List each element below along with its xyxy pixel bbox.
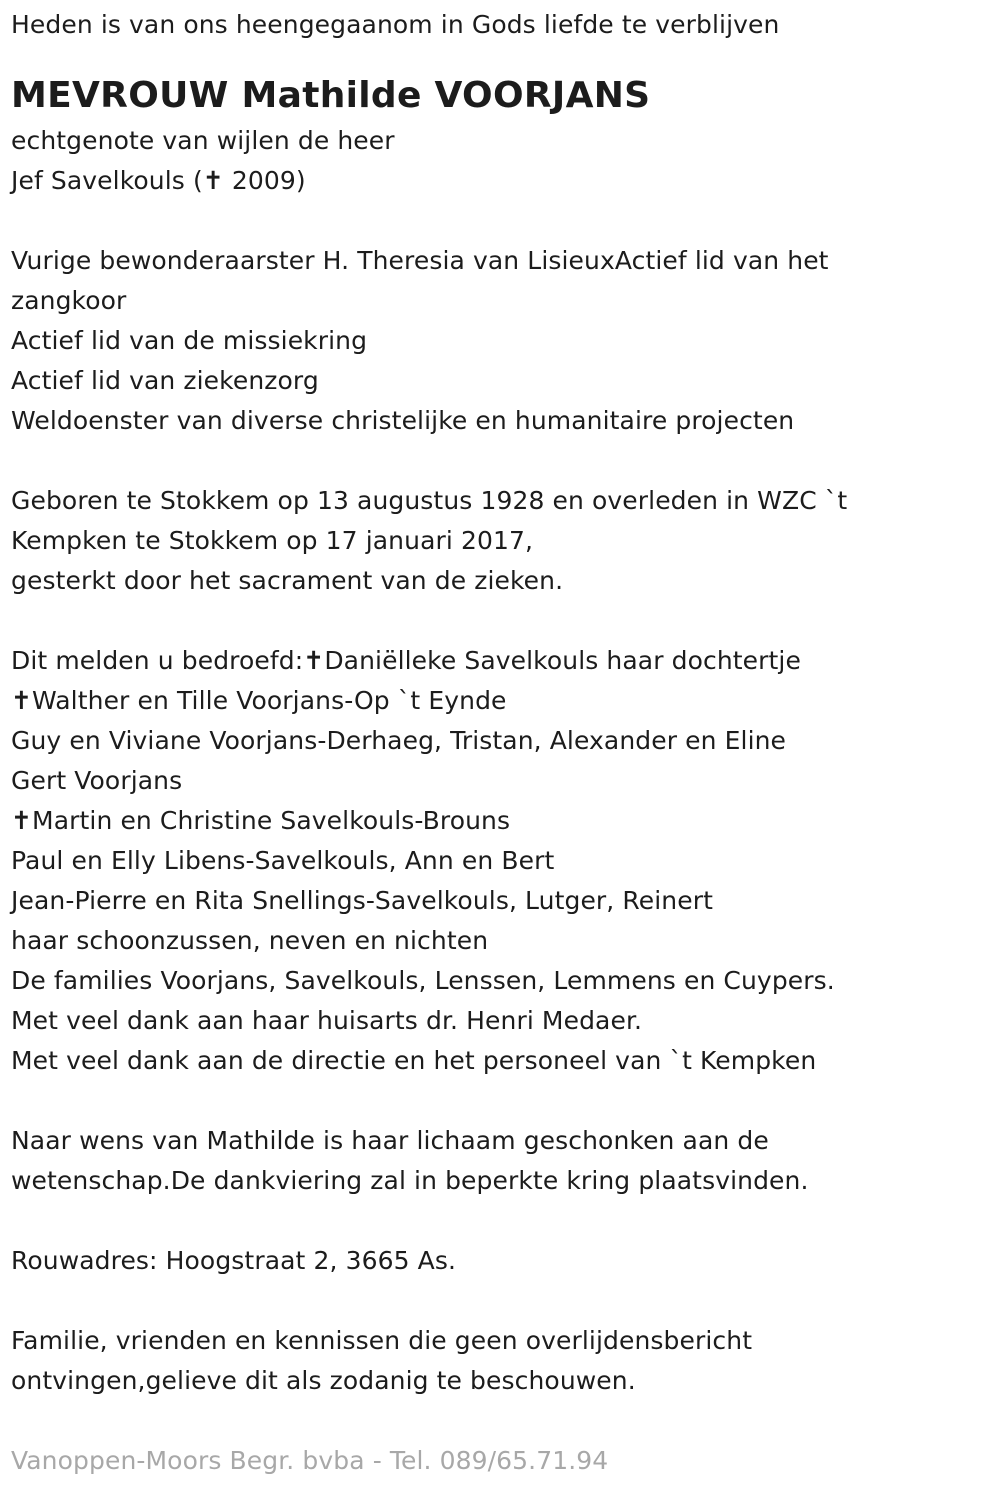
mourners-line-8: haar schoonzussen, neven en nichten: [11, 926, 489, 955]
birth-death-line-1: Geboren te Stokkem op 13 augustus 1928 en overleden in WZC `t: [11, 486, 848, 515]
qualities-line-4: Actief lid van ziekenzorg: [11, 366, 319, 395]
mourners-line-9: De families Voorjans, Savelkouls, Lenssen, Lemmens en Cuypers.: [11, 966, 835, 995]
qualities-line-2: zangkoor: [11, 286, 127, 315]
wish-line-2: wetenschap.De dankviering zal in beperkte kring plaatsvinden.: [11, 1166, 809, 1195]
birth-death-block: [11, 481, 986, 601]
spacer: [11, 201, 986, 241]
closing-block: [11, 1321, 986, 1401]
funeral-home-footer: Vanoppen-Moors Begr. bvba - Tel. 089/65.71.94: [11, 1446, 609, 1475]
birth-death-line-2: Kempken te Stokkem op 17 januari 2017,: [11, 526, 534, 555]
wish-line-1: Naar wens van Mathilde is haar lichaam geschonken aan de: [11, 1126, 769, 1155]
birth-death-line-3: gesterkt door het sacrament van de zieken.: [11, 566, 564, 595]
spacer: [11, 1281, 986, 1321]
spacer: [11, 1401, 986, 1441]
closing-line-2: ontvingen,gelieve dit als zodanig te beschouwen.: [11, 1366, 636, 1395]
spouse-line-1: echtgenote van wijlen de heer: [11, 126, 395, 155]
spouse-block: [11, 121, 986, 201]
spacer: [11, 1081, 986, 1121]
qualities-line-5: Weldoenster van diverse christelijke en humanitaire projecten: [11, 406, 795, 435]
deceased-name: MEVROUW Mathilde VOORJANS: [11, 75, 651, 116]
spacer: [11, 601, 986, 641]
mourners-line-3: Guy en Viviane Voorjans-Derhaeg, Tristan, Alexander en Eline: [11, 726, 787, 755]
mourners-line-6: Paul en Elly Libens-Savelkouls, Ann en Bert: [11, 846, 555, 875]
mourners-line-2: ✝Walther en Tille Voorjans-Op `t Eynde: [11, 686, 507, 715]
qualities-line-3: Actief lid van de missiekring: [11, 326, 368, 355]
closing-line-1: Familie, vrienden en kennissen die geen overlijdensbericht: [11, 1326, 753, 1355]
mourners-line-4: Gert Voorjans: [11, 766, 183, 795]
mourners-line-7: Jean-Pierre en Rita Snellings-Savelkouls, Lutger, Reinert: [11, 886, 713, 915]
qualities-block: [11, 241, 986, 441]
mourners-line-11: Met veel dank aan de directie en het personeel van `t Kempken: [11, 1046, 817, 1075]
qualities-line-1: Vurige bewonderaarster H. Theresia van LisieuxActief lid van het: [11, 246, 829, 275]
mourners-block: [11, 641, 986, 1081]
spacer: [11, 441, 986, 481]
spouse-line-2: Jef Savelkouls (✝ 2009): [11, 166, 306, 195]
mourners-line-1: Dit melden u bedroefd:✝Daniëlleke Savelkouls haar dochtertje: [11, 646, 801, 675]
spacer: [11, 1201, 986, 1241]
death-notice: [11, 5, 986, 1481]
intro-text: Heden is van ons heengegaanom in Gods liefde te verblijven: [11, 10, 780, 39]
mourners-line-5: ✝Martin en Christine Savelkouls-Brouns: [11, 806, 511, 835]
mourning-address: Rouwadres: Hoogstraat 2, 3665 As.: [11, 1246, 457, 1275]
mourners-line-10: Met veel dank aan haar huisarts dr. Henri Medaer.: [11, 1006, 643, 1035]
wish-block: [11, 1121, 986, 1201]
